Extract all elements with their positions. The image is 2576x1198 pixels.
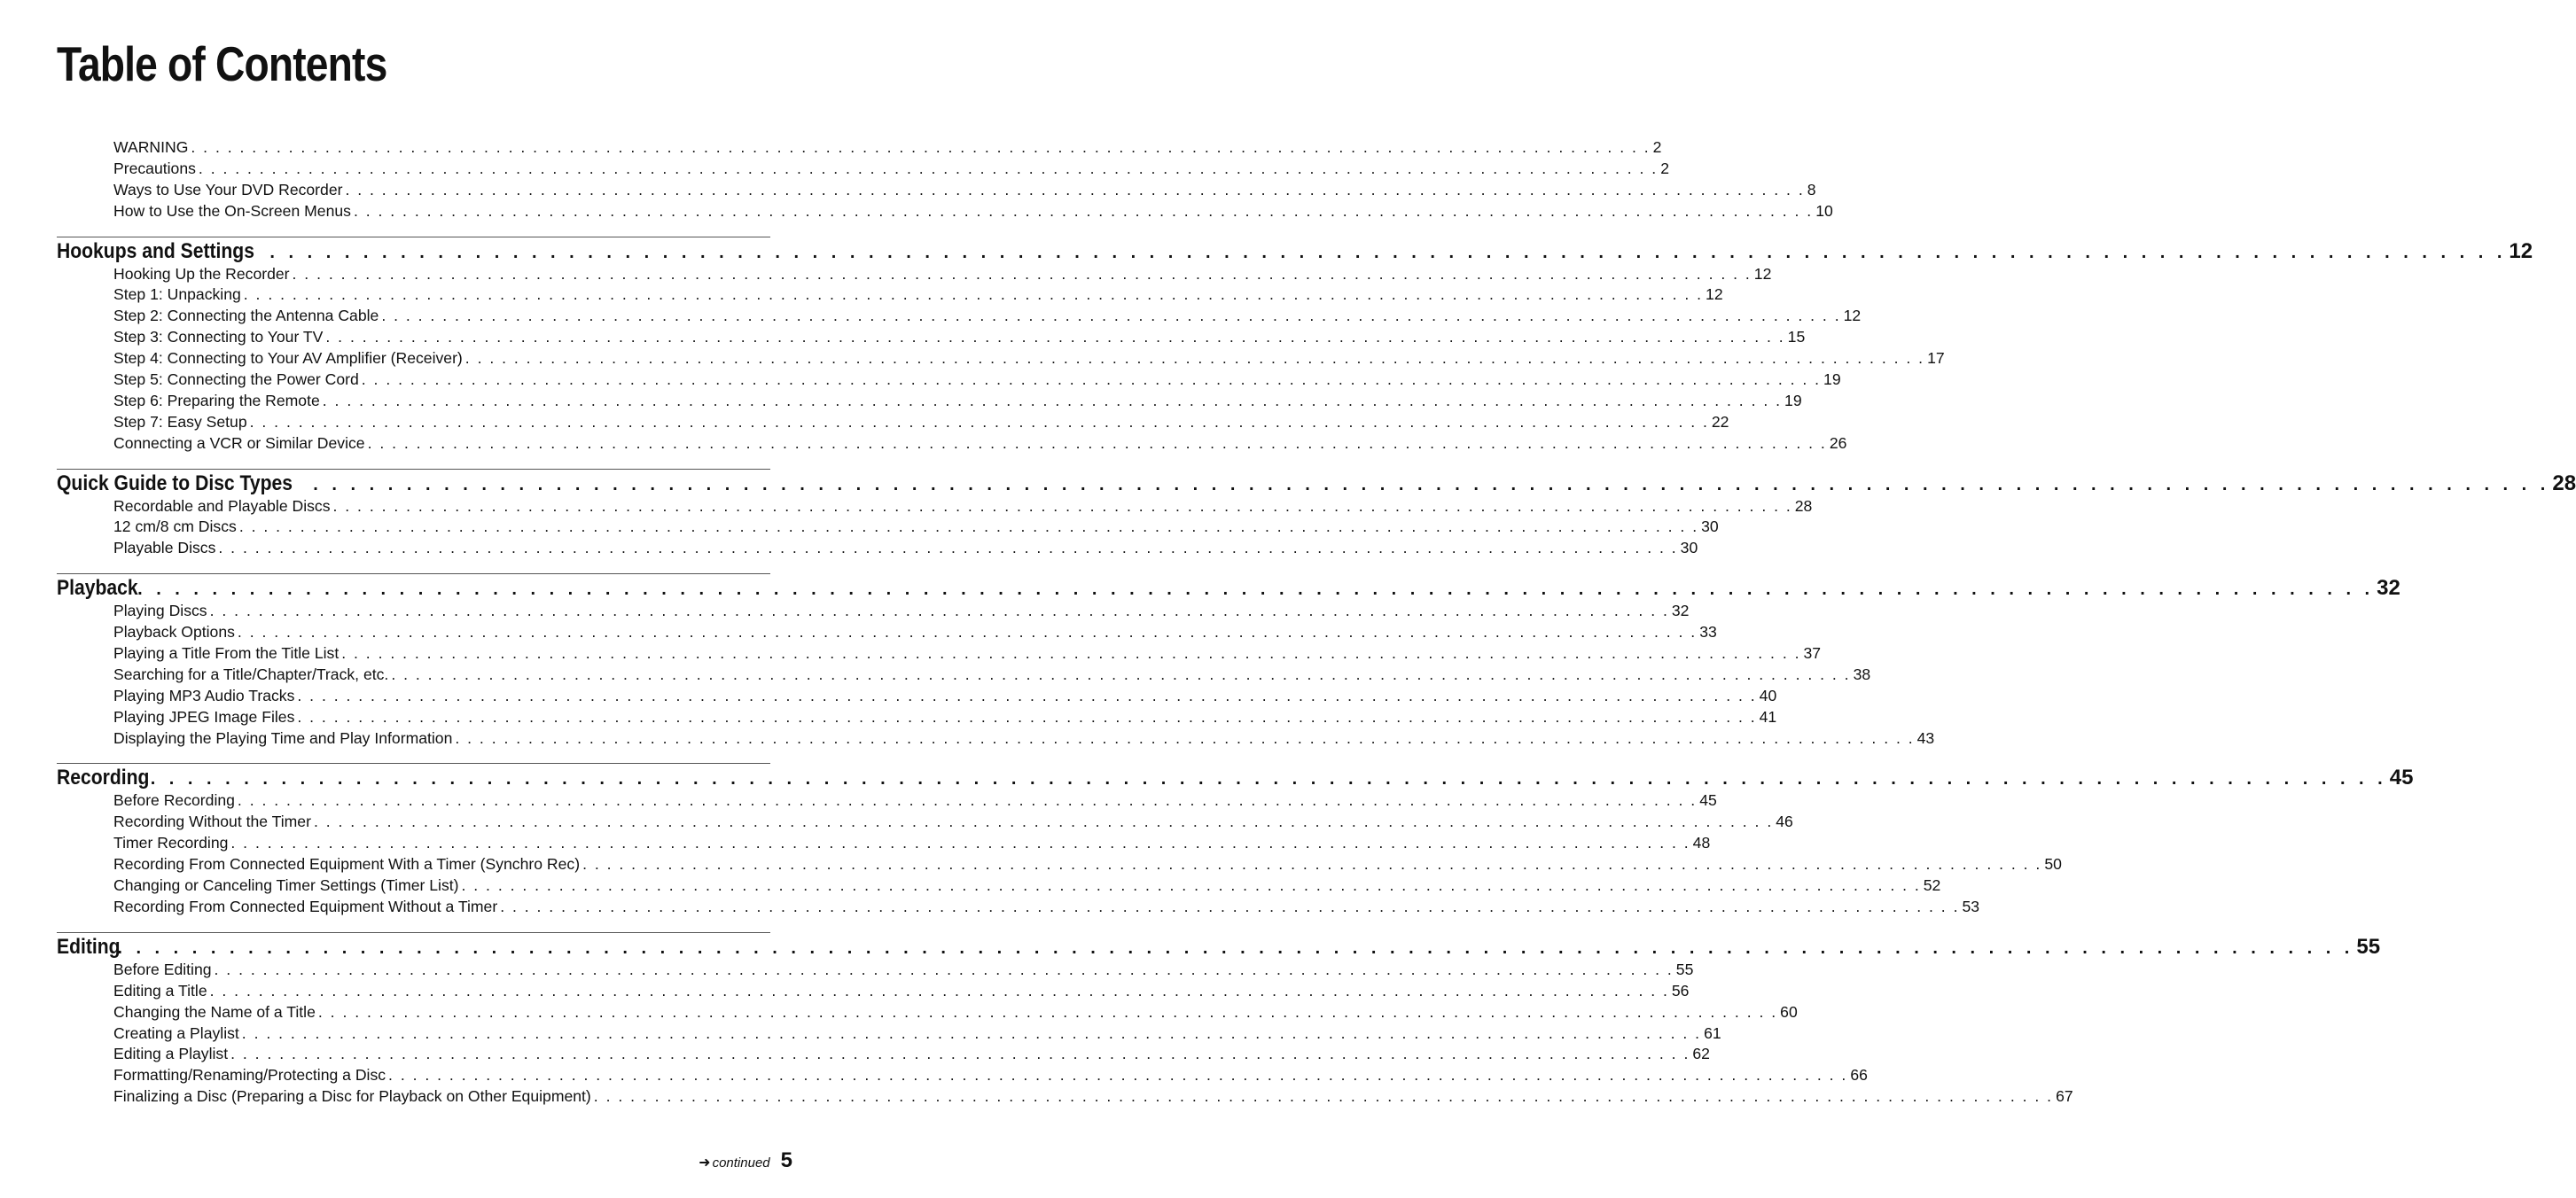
toc-entry[interactable]: [113, 643, 1822, 665]
entry-label: Playback Options: [113, 623, 235, 642]
dot-leader: . . . . . . . . . . . . . . . . . . . . . . . . . . . . . . . . . . . . . . . . . . . . . . . . . . . . . . . . . . . . . . . . . . . . . . . . . . . . . . . . . . . . . . . . . . . . . . . . . . . . . . . . . . . . . . . . . . . . . . . .: [218, 539, 1678, 557]
toc-entry[interactable]: [113, 201, 1833, 222]
entry-page-number: 33: [1699, 623, 1717, 642]
section-page-number: 45: [2389, 766, 2414, 790]
section-heading[interactable]: [57, 933, 2381, 960]
toc-sections: [57, 237, 2576, 1109]
dot-leader: . . . . . . . . . . . . . . . . . . . . . . . . . . . . . . . . . . . . . . . . . . . . . . . . . . . . . . . . . . . . . . . . . . . . . . . . . . . . . . . . . . . . . . . . . . . . . . . . . . . . . . . . . . . . . . . . . . . . . . . .: [230, 1045, 1690, 1063]
toc-entry[interactable]: [113, 897, 1980, 918]
entry-page-number: 45: [1699, 791, 1717, 810]
dot-leader: . . . . . . . . . . . . . . . . . . . . . . . . . . . . . . . . . . . . . . . . . . . . . . . . . . . . . . . . . . . . . . . . . . . . . . . . . . . . . . . . . . . . . . . . . . . . . . . . . . . . . . . . . . . . . . . . . . . . . . . .: [230, 834, 1690, 852]
entry-label: Editing a Playlist: [113, 1045, 229, 1063]
toc-entry[interactable]: [113, 1023, 1721, 1045]
dot-leader: . . . . . . . . . . . . . . . . . . . . . . . . . . . . . . . . . . . . . . . . . . . . . . . . . . . . . . . . . . . . . . . . . . . . . . . . . . . . . . . . . . . . . . . . . . . . . . . . . . . . . . . . . . . . . . . . . . . . . . . .: [238, 517, 1699, 536]
dot-leader: . . . . . . . . . . . . . . . . . . . . . . . . . . . . . . . . . . . . . . . . . . . . . . . . . . . . . . . . . . . . . . . . . . . . . . . . . . . . . . . . . . . . . . . . . . . . . . . . . . . . . . . . . . . . . . . . . . . . . . . .: [241, 1023, 1702, 1042]
section-page-number: 55: [2356, 934, 2381, 959]
entry-label: Playing a Title From the Title List: [113, 644, 340, 663]
toc-entry[interactable]: [113, 812, 1793, 833]
dot-leader: . . . . . . . . . . . . . . . . . . . . . . . . . . . . . . . . . . . . . . . . . . . . . . . . . . . . . . . . . . . . . . . . . . . . . . . . . . . . . . . . . . . . . . . . . . . . . . . . . . . . . . . . . . . . . . . . . . . . . . . .: [388, 1066, 1848, 1085]
intro-entries: [57, 137, 1833, 222]
section-page-number: 12: [2509, 238, 2533, 263]
entry-label: Creating a Playlist: [113, 1023, 239, 1042]
entry-label: Changing the Name of a Title: [113, 1002, 316, 1021]
entry-page-number: 40: [1759, 686, 1777, 704]
entry-page-number: 12: [1753, 264, 1772, 283]
entry-label: Recording From Connected Equipment Without a Timer: [113, 897, 498, 915]
dot-leader: . . . . . . . . . . . . . . . . . . . . . . . . . . . . . . . . . . . . . . . . . . . . . . . . . . . . . . . . . . . . . . . . . . . . . . . . . . . . . . . . . . . . . . . . . . . . . . . . . . . . . . . . . . . . . . . . . . . . . . . .: [345, 180, 1805, 198]
toc-entry[interactable]: [113, 960, 1694, 981]
toc-entry[interactable]: [113, 665, 1871, 686]
toc-section: [57, 469, 2576, 560]
entry-label: Recording From Connected Equipment With a Timer (Synchro Rec): [113, 855, 581, 874]
entry-label: Step 2: Connecting the Antenna Cable: [113, 307, 379, 325]
entry-page-number: 55: [1675, 960, 1694, 978]
entry-page-number: 61: [1704, 1023, 1721, 1042]
toc-entry[interactable]: [113, 137, 1662, 159]
toc-entry[interactable]: [113, 707, 1777, 728]
entry-label: Step 3: Connecting to Your TV: [113, 328, 324, 346]
dot-leader: . . . . . . . . . . . . . . . . . . . . . . . . . . . . . . . . . . . . . . . . . . . . . . . . . . . . . . . . . . . . . . . . . . . . . . . . . . . . . . . . . . . . . . . . . . . . . . . . . . . . . . . . . . . . . . . . . . . . . . . .: [269, 242, 2507, 262]
entry-page-number: 41: [1759, 707, 1777, 726]
continued-label: continued: [712, 1155, 770, 1171]
dot-leader: . . . . . . . . . . . . . . . . . . . . . . . . . . . . . . . . . . . . . . . . . . . . . . . . . . . . . . . . . . . . . . . . . . . . . . . . . . . . . . . . . . . . . . . . . . . . . . . . . . . . . . . . . . . . . . . . . . . . . . . .: [297, 707, 1757, 726]
entry-page-number: 62: [1692, 1045, 1710, 1063]
dot-leader: . . . . . . . . . . . . . . . . . . . . . . . . . . . . . . . . . . . . . . . . . . . . . . . . . . . . . . . . . . . . . . . . . . . . . . . . . . . . . . . . . . . . . . . . . . . . . . . . . . . . . . . . . . . . . . . . . . . . . . . .: [191, 138, 1651, 156]
toc-entry[interactable]: [113, 348, 1945, 370]
toc-entry[interactable]: [113, 854, 2062, 875]
entry-label: Before Recording: [113, 791, 235, 810]
toc-entry[interactable]: [113, 981, 1690, 1002]
dot-leader: . . . . . . . . . . . . . . . . . . . . . . . . . . . . . . . . . . . . . . . . . . . . . . . . . . . . . . . . . . . . . . . . . . . . . . . . . . . . . . . . . . . . . . . . . . . . . . . . . . . . . . . . . . . . . . . . . . . . . . . .: [249, 412, 1709, 431]
dot-leader: . . . . . . . . . . . . . . . . . . . . . . . . . . . . . . . . . . . . . . . . . . . . . . . . . . . . . . . . . . . . . . . . . . . . . . . . . . . . . . . . . . . . . . . . . . . . . . . . . . . . . . . . . . . . . . . . . . . . . . . .: [150, 769, 2387, 790]
toc-section: [57, 237, 2533, 455]
toc-entry[interactable]: [113, 622, 1717, 643]
toc-entry[interactable]: [113, 412, 1729, 433]
dot-leader: . . . . . . . . . . . . . . . . . . . . . . . . . . . . . . . . . . . . . . . . . . . . . . . . . . . . . . . . . . . . . . . . . . . . . . . . . . . . . . . . . . . . . . . . . . . . . . . . . . . . . . . . . . . . . . . . . . . . . . . .: [353, 201, 1814, 220]
toc-section: [57, 573, 2400, 749]
page-title: Table of Contents: [57, 36, 387, 91]
dot-leader: . . . . . . . . . . . . . . . . . . . . . . . . . . . . . . . . . . . . . . . . . . . . . . . . . . . . . . . . . . . . . . . . . . . . . . . . . . . . . . . . . . . . . . . . . . . . . . . . . . . . . . . . . . . . . . . . . . . . . . . .: [237, 623, 1698, 642]
section-title: Playback: [57, 576, 138, 601]
dot-leader: . . . . . . . . . . . . . . . . . . . . . . . . . . . . . . . . . . . . . . . . . . . . . . . . . . . . . . . . . . . . . . . . . . . . . . . . . . . . . . . . . . . . . . . . . . . . . . . . . . . . . . . . . . . . . . . . . . . . . . . .: [381, 307, 1841, 325]
entry-label: Precautions: [113, 159, 196, 177]
entry-page-number: 28: [1794, 496, 1813, 515]
dot-leader: . . . . . . . . . . . . . . . . . . . . . . . . . . . . . . . . . . . . . . . . . . . . . . . . . . . . . . . . . . . . . . . . . . . . . . . . . . . . . . . . . . . . . . . . . . . . . . . . . . . . . . . . . . . . . . . . . . . . . . . .: [137, 580, 2375, 600]
entry-label: Step 7: Easy Setup: [113, 412, 247, 431]
dot-leader: . . . . . . . . . . . . . . . . . . . . . . . . . . . . . . . . . . . . . . . . . . . . . . . . . . . . . . . . . . . . . . . . . . . . . . . . . . . . . . . . . . . . . . . . . . . . . . . . . . . . . . . . . . . . . . . . . . . . . . . .: [209, 602, 1669, 620]
section-title: Editing: [57, 934, 121, 959]
continued-note: [699, 1154, 769, 1171]
entry-page-number: 48: [1692, 834, 1711, 852]
entry-label: Ways to Use Your DVD Recorder: [113, 180, 343, 198]
dot-leader: . . . . . . . . . . . . . . . . . . . . . . . . . . . . . . . . . . . . . . . . . . . . . . . . . . . . . . . . . . . . . . . . . . . . . . . . . . . . . . . . . . . . . . . . . . . . . . . . . . . . . . . . . . . . . . . . . . . . . . . .: [582, 855, 2042, 874]
toc-entry[interactable]: [113, 159, 1669, 180]
section-title: Hookups and Settings: [57, 238, 254, 263]
dot-leader: . . . . . . . . . . . . . . . . . . . . . . . . . . . . . . . . . . . . . . . . . . . . . . . . . . . . . . . . . . . . . . . . . . . . . . . . . . . . . . . . . . . . . . . . . . . . . . . . . . . . . . . . . . . . . . . . . . . . . . . .: [209, 981, 1669, 1000]
dot-leader: . . . . . . . . . . . . . . . . . . . . . . . . . . . . . . . . . . . . . . . . . . . . . . . . . . . . . . . . . . . . . . . . . . . . . . . . . . . . . . . . . . . . . . . . . . . . . . . . . . . . . . . . . . . . . . . . . . . . . . . .: [317, 1002, 1778, 1021]
entry-page-number: 2: [1652, 138, 1662, 156]
entry-page-number: 30: [1680, 539, 1698, 557]
entry-page-number: 12: [1843, 307, 1862, 325]
toc-entry[interactable]: [113, 264, 1772, 285]
entry-page-number: 37: [1803, 644, 1822, 663]
entry-page-number: 50: [2044, 855, 2062, 874]
dot-leader: . . . . . . . . . . . . . . . . . . . . . . . . . . . . . . . . . . . . . . . . . . . . . . . . . . . . . . . . . . . . . . . . . . . . . . . . . . . . . . . . . . . . . . . . . . . . . . . . . . . . . . . . . . . . . . . . . . . . . . . .: [214, 960, 1674, 978]
page-number: 5: [780, 1148, 792, 1172]
entry-label: Step 5: Connecting the Power Cord: [113, 370, 359, 389]
dot-leader: . . . . . . . . . . . . . . . . . . . . . . . . . . . . . . . . . . . . . . . . . . . . . . . . . . . . . . . . . . . . . . . . . . . . . . . . . . . . . . . . . . . . . . . . . . . . . . . . . . . . . . . . . . . . . . . . . . . . . . . .: [341, 644, 1801, 663]
page-footer: [699, 1148, 792, 1173]
dot-leader: . . . . . . . . . . . . . . . . . . . . . . . . . . . . . . . . . . . . . . . . . . . . . . . . . . . . . . . . . . . . . . . . . . . . . . . . . . . . . . . . . . . . . . . . . . . . . . . . . . . . . . . . . . . . . . . . . . . . . . . .: [325, 328, 1785, 346]
entry-page-number: 46: [1776, 813, 1793, 831]
entry-page-number: 8: [1807, 180, 1816, 198]
toc-entry[interactable]: [113, 1002, 1798, 1023]
toc-entry[interactable]: [113, 875, 1941, 897]
entry-page-number: 30: [1701, 517, 1719, 536]
entry-label: Searching for a Title/Chapter/Track, etc.: [113, 665, 389, 683]
arrow-right-icon: ➜: [699, 1155, 711, 1171]
entry-page-number: 19: [1784, 391, 1802, 409]
entry-label: Step 4: Connecting to Your AV Amplifier (Receiver): [113, 349, 463, 368]
dot-leader: . . . . . . . . . . . . . . . . . . . . . . . . . . . . . . . . . . . . . . . . . . . . . . . . . . . . . . . . . . . . . . . . . . . . . . . . . . . . . . . . . . . . . . . . . . . . . . . . . . . . . . . . . . . . . . . . . . . . . . . .: [243, 285, 1704, 304]
toc-entry[interactable]: [113, 327, 1806, 348]
entry-label: Editing a Title: [113, 981, 207, 1000]
entry-page-number: 66: [1850, 1066, 1868, 1085]
entry-label: Hooking Up the Recorder: [113, 264, 290, 283]
section-heading[interactable]: [57, 574, 2400, 601]
entry-page-number: 52: [1923, 876, 1941, 895]
entry-page-number: 17: [1927, 349, 1945, 368]
toc-entry[interactable]: [113, 1086, 2073, 1108]
entry-label: Finalizing a Disc (Preparing a Disc for Playback on Other Equipment): [113, 1087, 591, 1106]
toc-entry[interactable]: [113, 496, 1813, 517]
entry-label: Timer Recording: [113, 834, 229, 852]
dot-leader: . . . . . . . . . . . . . . . . . . . . . . . . . . . . . . . . . . . . . . . . . . . . . . . . . . . . . . . . . . . . . . . . . . . . . . . . . . . . . . . . . . . . . . . . . . . . . . . . . . . . . . . . . . . . . . . . . . . . . . . .: [464, 349, 1925, 368]
entry-label: Step 1: Unpacking: [113, 285, 241, 304]
dot-leader: . . . . . . . . . . . . . . . . . . . . . . . . . . . . . . . . . . . . . . . . . . . . . . . . . . . . . . . . . . . . . . . . . . . . . . . . . . . . . . . . . . . . . . . . . . . . . . . . . . . . . . . . . . . . . . . . . . . . . . . .: [292, 264, 1752, 283]
toc-entry[interactable]: [113, 833, 1711, 854]
dot-leader: . . . . . . . . . . . . . . . . . . . . . . . . . . . . . . . . . . . . . . . . . . . . . . . . . . . . . . . . . . . . . . . . . . . . . . . . . . . . . . . . . . . . . . . . . . . . . . . . . . . . . . . . . . . . . . . . . . . . . . . .: [367, 433, 1827, 452]
dot-leader: . . . . . . . . . . . . . . . . . . . . . . . . . . . . . . . . . . . . . . . . . . . . . . . . . . . . . . . . . . . . . . . . . . . . . . . . . . . . . . . . . . . . . . . . . . . . . . . . . . . . . . . . . . . . . . . . . . . . . . . .: [117, 937, 2354, 958]
toc-entry[interactable]: [113, 306, 1862, 327]
table-of-contents: [57, 137, 2576, 1108]
toc-section: [57, 932, 2381, 1108]
entry-label: Playing Discs: [113, 602, 207, 620]
entry-page-number: 12: [1706, 285, 1723, 304]
section-title: Recording: [57, 766, 150, 790]
toc-entry[interactable]: [113, 517, 1719, 538]
section-heading[interactable]: [57, 470, 2576, 496]
dot-leader: . . . . . . . . . . . . . . . . . . . . . . . . . . . . . . . . . . . . . . . . . . . . . . . . . . . . . . . . . . . . . . . . . . . . . . . . . . . . . . . . . . . . . . . . . . . . . . . . . . . . . . . . . . . . . . . . . . . . . . . .: [391, 665, 1851, 683]
dot-leader: . . . . . . . . . . . . . . . . . . . . . . . . . . . . . . . . . . . . . . . . . . . . . . . . . . . . . . . . . . . . . . . . . . . . . . . . . . . . . . . . . . . . . . . . . . . . . . . . . . . . . . . . . . . . . . . . . . . . . . . .: [313, 474, 2550, 494]
entry-label: Changing or Canceling Timer Settings (Timer List): [113, 876, 459, 895]
toc-entry[interactable]: [113, 538, 1698, 559]
dot-leader: . . . . . . . . . . . . . . . . . . . . . . . . . . . . . . . . . . . . . . . . . . . . . . . . . . . . . . . . . . . . . . . . . . . . . . . . . . . . . . . . . . . . . . . . . . . . . . . . . . . . . . . . . . . . . . . . . . . . . . . .: [198, 159, 1659, 177]
toc-entry[interactable]: [113, 1065, 1868, 1086]
entry-page-number: 43: [1916, 728, 1935, 747]
entry-page-number: 2: [1660, 159, 1669, 177]
entry-page-number: 22: [1711, 412, 1729, 431]
dot-leader: . . . . . . . . . . . . . . . . . . . . . . . . . . . . . . . . . . . . . . . . . . . . . . . . . . . . . . . . . . . . . . . . . . . . . . . . . . . . . . . . . . . . . . . . . . . . . . . . . . . . . . . . . . . . . . . . . . . . . . . .: [593, 1087, 2054, 1106]
entry-label: WARNING: [113, 138, 189, 156]
entry-label: Connecting a VCR or Similar Device: [113, 433, 365, 452]
section-page-number: 32: [2377, 576, 2400, 601]
entry-page-number: 67: [2056, 1087, 2073, 1106]
entry-label: Before Editing: [113, 960, 212, 978]
entry-page-number: 60: [1780, 1002, 1798, 1021]
toc-entry[interactable]: [113, 601, 1690, 622]
section-heading[interactable]: [57, 764, 2414, 790]
entry-page-number: 53: [1962, 897, 1980, 915]
entry-label: Playable Discs: [113, 539, 216, 557]
toc-entry[interactable]: [113, 391, 1802, 412]
section-title: Quick Guide to Disc Types: [57, 471, 293, 495]
section-page-number: 28: [2552, 471, 2576, 495]
dot-leader: . . . . . . . . . . . . . . . . . . . . . . . . . . . . . . . . . . . . . . . . . . . . . . . . . . . . . . . . . . . . . . . . . . . . . . . . . . . . . . . . . . . . . . . . . . . . . . . . . . . . . . . . . . . . . . . . . . . . . . . .: [237, 791, 1698, 810]
entry-label: Step 6: Preparing the Remote: [113, 391, 320, 409]
dot-leader: . . . . . . . . . . . . . . . . . . . . . . . . . . . . . . . . . . . . . . . . . . . . . . . . . . . . . . . . . . . . . . . . . . . . . . . . . . . . . . . . . . . . . . . . . . . . . . . . . . . . . . . . . . . . . . . . . . . . . . . .: [361, 370, 1822, 389]
section-heading[interactable]: [57, 237, 2533, 264]
entry-label: Formatting/Renaming/Protecting a Disc: [113, 1066, 386, 1085]
dot-leader: . . . . . . . . . . . . . . . . . . . . . . . . . . . . . . . . . . . . . . . . . . . . . . . . . . . . . . . . . . . . . . . . . . . . . . . . . . . . . . . . . . . . . . . . . . . . . . . . . . . . . . . . . . . . . . . . . . . . . . . .: [332, 496, 1792, 515]
entry-label: Recordable and Playable Discs: [113, 496, 331, 515]
entry-page-number: 26: [1829, 433, 1847, 452]
toc-entry[interactable]: [113, 790, 1717, 812]
toc-entry[interactable]: [113, 370, 1841, 391]
entry-page-number: 15: [1787, 328, 1806, 346]
dot-leader: . . . . . . . . . . . . . . . . . . . . . . . . . . . . . . . . . . . . . . . . . . . . . . . . . . . . . . . . . . . . . . . . . . . . . . . . . . . . . . . . . . . . . . . . . . . . . . . . . . . . . . . . . . . . . . . . . . . . . . . .: [313, 813, 1774, 831]
dot-leader: . . . . . . . . . . . . . . . . . . . . . . . . . . . . . . . . . . . . . . . . . . . . . . . . . . . . . . . . . . . . . . . . . . . . . . . . . . . . . . . . . . . . . . . . . . . . . . . . . . . . . . . . . . . . . . . . . . . . . . . .: [461, 876, 1921, 895]
toc-entry[interactable]: [113, 433, 1847, 455]
dot-leader: . . . . . . . . . . . . . . . . . . . . . . . . . . . . . . . . . . . . . . . . . . . . . . . . . . . . . . . . . . . . . . . . . . . . . . . . . . . . . . . . . . . . . . . . . . . . . . . . . . . . . . . . . . . . . . . . . . . . . . . .: [322, 391, 1783, 409]
toc-entry[interactable]: [113, 686, 1777, 707]
entry-page-number: 56: [1671, 981, 1690, 1000]
dot-leader: . . . . . . . . . . . . . . . . . . . . . . . . . . . . . . . . . . . . . . . . . . . . . . . . . . . . . . . . . . . . . . . . . . . . . . . . . . . . . . . . . . . . . . . . . . . . . . . . . . . . . . . . . . . . . . . . . . . . . . . .: [455, 728, 1915, 747]
dot-leader: . . . . . . . . . . . . . . . . . . . . . . . . . . . . . . . . . . . . . . . . . . . . . . . . . . . . . . . . . . . . . . . . . . . . . . . . . . . . . . . . . . . . . . . . . . . . . . . . . . . . . . . . . . . . . . . . . . . . . . . .: [297, 686, 1757, 704]
toc-entry[interactable]: [113, 728, 1935, 750]
toc-entry[interactable]: [113, 284, 1723, 306]
entry-label: 12 cm/8 cm Discs: [113, 517, 237, 536]
toc-section: [57, 763, 2414, 917]
entry-page-number: 10: [1815, 201, 1833, 220]
entry-page-number: 19: [1823, 370, 1841, 389]
entry-label: Playing MP3 Audio Tracks: [113, 686, 295, 704]
toc-entry[interactable]: [113, 1044, 1710, 1065]
entry-page-number: 38: [1853, 665, 1871, 683]
entry-label: Playing JPEG Image Files: [113, 707, 295, 726]
dot-leader: . . . . . . . . . . . . . . . . . . . . . . . . . . . . . . . . . . . . . . . . . . . . . . . . . . . . . . . . . . . . . . . . . . . . . . . . . . . . . . . . . . . . . . . . . . . . . . . . . . . . . . . . . . . . . . . . . . . . . . . .: [500, 897, 1960, 915]
toc-entry[interactable]: [113, 180, 1816, 201]
entry-page-number: 32: [1671, 602, 1690, 620]
entry-label: How to Use the On-Screen Menus: [113, 201, 351, 220]
entry-label: Recording Without the Timer: [113, 813, 311, 831]
entry-label: Displaying the Playing Time and Play Information: [113, 728, 453, 747]
